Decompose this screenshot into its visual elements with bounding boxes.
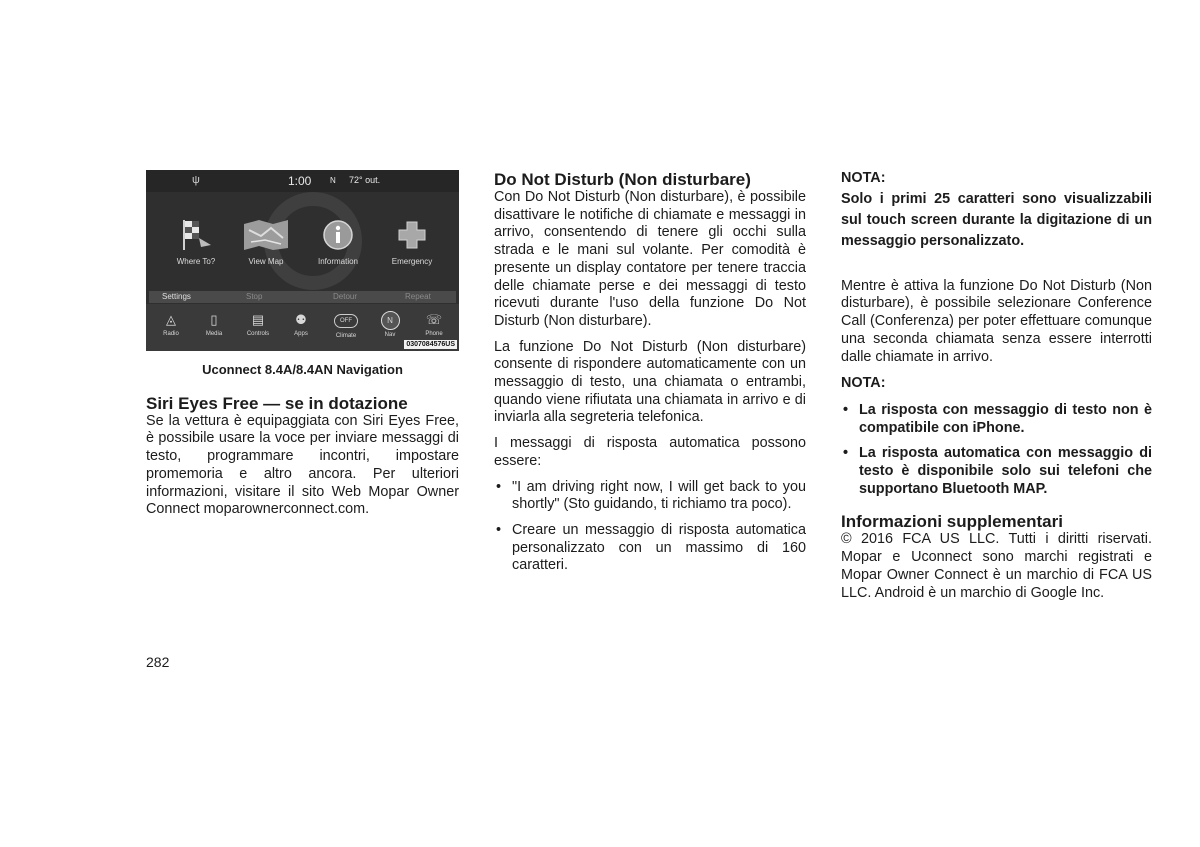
strip-nav <box>370 311 410 338</box>
conference-paragraph: Mentre è attiva la funzione Do Not Disturb (Non disturbare), è possibile selezionare Conference Call (Conferenza) per poter effettuare comunque una seconda chiamata senza essere interrotti dalle chiamate in arrivo. <box>841 277 1152 365</box>
strip-label: Radio <box>163 331 179 337</box>
list-item-text: Creare un messaggio di risposta automatica personalizzato con un massimo di 160 caratteri. <box>512 521 806 574</box>
outside-temperature: 72° out. <box>349 175 381 185</box>
info-heading: Informazioni supplementari <box>841 512 1063 532</box>
list-item-text: La risposta con messaggio di testo non è compatibile con iPhone. <box>859 401 1152 436</box>
strip-label: Controls <box>246 331 270 337</box>
note-text: Solo i primi 25 caratteri sono visualizzabili sul touch screen durante la digitazione di un messaggio personalizzato. <box>841 190 1152 249</box>
list-item-text: "I am driving right now, I will get back to you shortly" (Sto guidando, ti richiamo tra poco). <box>512 478 806 513</box>
bar-settings: Settings <box>162 292 191 301</box>
bar-stop: Stop <box>246 292 263 301</box>
radio-tower-icon: ◬ <box>166 312 176 327</box>
list-item <box>494 479 806 514</box>
uconnect-screen-image <box>146 170 459 351</box>
note-label-2: NOTA: <box>841 375 886 392</box>
menu-label: Information <box>317 257 359 266</box>
menu-emergency <box>384 218 440 266</box>
dnd-paragraph-3: I messaggi di risposta automatica possono essere: <box>494 435 806 469</box>
menu-information <box>310 218 366 266</box>
phone-icon: ☏ <box>425 312 443 327</box>
figure-caption: Uconnect 8.4A/8.4AN Navigation <box>202 362 403 377</box>
note-bullet-list <box>841 402 1152 499</box>
dnd-paragraph-1: Con Do Not Disturb (Non disturbare), è possibile disattivare le notifiche di chiamate e messaggi in arrivo, consentendo di tenere gli occhi sulla strada e le mani sul volante. Per comodità è presente un display contatore per tenere traccia delle chiamate perse e dei messaggi di testo ricevuti durante l'uso della funzione Do Not Disturb (Non disturbare). <box>494 189 806 329</box>
figure-code: 0307084576US <box>406 341 455 348</box>
middle-column <box>494 170 806 575</box>
apps-icon: ⚉ <box>295 312 307 327</box>
left-column <box>146 170 459 519</box>
menu-label: Emergency <box>391 257 433 266</box>
right-column <box>841 170 1152 602</box>
dnd-bullet-list <box>494 479 806 576</box>
status-bar <box>146 170 459 192</box>
controls-icon: ▤ <box>251 312 265 327</box>
list-item-text: La risposta automatica con messaggio di testo è disponibile solo sui telefoni che supportano Bluetooth MAP. <box>859 445 1152 497</box>
info-paragraph: © 2016 FCA US LLC. Tutti i diritti riservati. Mopar e Uconnect sono marchi registrati e Mopar Owner Connect è un marchio di FCA US LLC. Android è un marchio di Google Inc. <box>841 531 1152 601</box>
strip-label: Apps <box>294 331 308 337</box>
bullet-icon: • <box>843 401 849 418</box>
bullet-icon: • <box>496 521 502 538</box>
checkered-flag-icon <box>177 218 215 252</box>
strip-controls <box>238 311 278 337</box>
strip-label: Phone <box>425 331 443 337</box>
list-item <box>841 445 1152 498</box>
siri-heading: Siri Eyes Free — se in dotazione <box>146 393 408 413</box>
medical-cross-icon <box>395 218 429 252</box>
bar-repeat: Repeat <box>405 292 431 301</box>
menu-label: Where To? <box>176 257 216 266</box>
bullet-icon: • <box>843 445 849 462</box>
strip-label: Climate <box>335 333 357 339</box>
page-number: 282 <box>146 654 170 670</box>
nav-options-bar <box>149 291 456 303</box>
strip-media <box>194 311 234 337</box>
list-item <box>494 522 806 575</box>
strip-apps <box>281 311 321 337</box>
bullet-icon: • <box>496 478 502 495</box>
note-label: NOTA: <box>841 170 886 186</box>
strip-phone <box>414 311 454 337</box>
map-icon <box>241 218 291 252</box>
strip-label: Media <box>205 331 223 337</box>
menu-label: View Map <box>248 257 284 266</box>
menu-where-to <box>168 218 224 266</box>
strip-label: Nav <box>384 332 396 338</box>
bar-detour: Detour <box>333 292 358 301</box>
usb-icon: ψ <box>192 174 200 186</box>
siri-paragraph: Se la vettura è equipaggiata con Siri Eyes Free, è possibile usare la voce per inviare messaggi di testo, programmare incontri, impostare promemoria e altro ancora. Per ulteriori informazioni, visitare il sito Web Mopar Owner Connect moparownerconnect.com. <box>146 412 459 518</box>
dnd-heading: Do Not Disturb (Non disturbare) <box>494 170 751 189</box>
menu-view-map <box>238 218 294 266</box>
strip-radio <box>151 311 191 337</box>
dnd-paragraph-2: La funzione Do Not Disturb (Non disturbare) consente di rispondere automaticamente con un messaggio di testo, una chiamata o entrambi, quando viene rifiutata una chiamata in arrivo e di inviarla alla segreteria telefonica. <box>494 338 806 426</box>
media-device-icon: ▯ <box>210 312 218 327</box>
strip-climate <box>326 311 366 339</box>
climate-off-icon: OFF <box>334 314 358 328</box>
compass-direction: N <box>330 176 336 185</box>
compass-icon: N <box>381 311 400 330</box>
info-icon <box>321 218 355 252</box>
list-item <box>841 402 1152 437</box>
clock: 1:00 <box>288 174 312 188</box>
